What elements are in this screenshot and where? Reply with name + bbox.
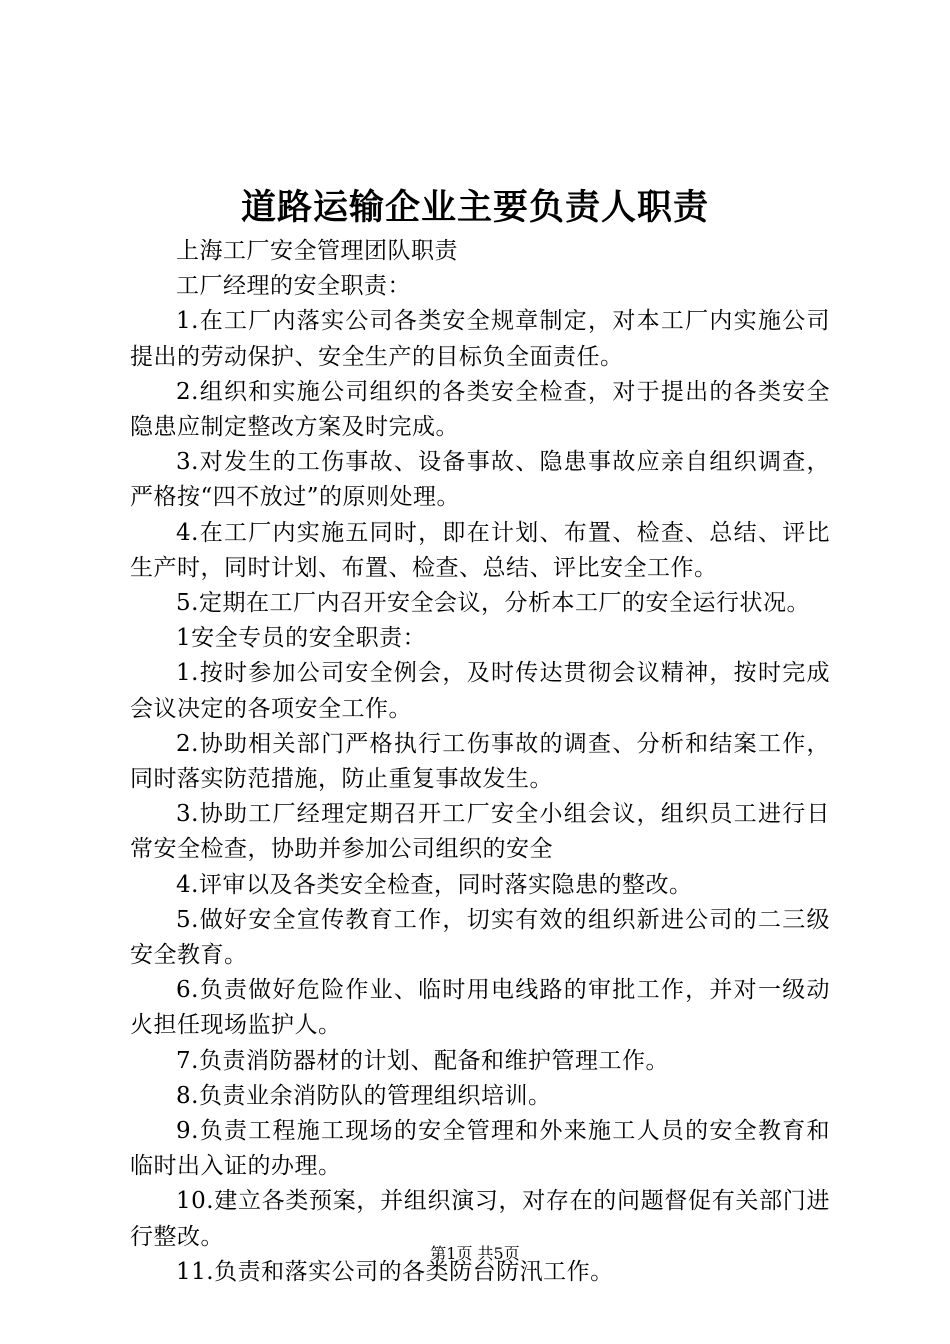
- paragraph: 上海工厂安全管理团队职责: [176, 238, 458, 264]
- paragraph: 4.评审以及各类安全检查，同时落实隐患的整改。: [176, 871, 693, 898]
- paragraph: 6.负责做好危险作业、临时用电线路的审批工作，并对一级动火担任现场监护人。: [130, 977, 830, 1039]
- paragraph: 2.组织和实施公司组织的各类安全检查，对于提出的各类安全隐患应制定整改方案及时完成。: [130, 378, 830, 441]
- paragraph: 4.在工厂内实施五同时，即在计划、布置、检查、总结、评比生产时，同时计划、布置、检查、总结、评比安全工作。: [130, 519, 830, 581]
- paragraph: 1安全专员的安全职责：: [176, 625, 427, 652]
- paragraph: 5.做好安全宣传教育工作，切实有效的组织新进公司的二三级安全教育。: [130, 906, 830, 969]
- paragraph: 10.建立各类预案，并组织演习，对存在的问题督促有关部门进行整改。: [130, 1188, 830, 1250]
- paragraph: 工厂经理的安全职责：: [176, 273, 411, 300]
- page-number-footer: 第1页 共5页: [430, 1244, 520, 1263]
- paragraph: 3.对发生的工伤事故、设备事故、隐患事故应亲自组织调查，严格按“四不放过”的原则处理。: [130, 449, 830, 511]
- document-body: [130, 234, 830, 1290]
- paragraph: 7.负责消防器材的计划、配备和维护管理工作。: [176, 1047, 669, 1074]
- document-title: 道路运输企业主要负责人职责: [240, 188, 709, 228]
- paragraph: 1.在工厂内落实公司各类安全规章制定，对本工厂内实施公司提出的劳动保护、安全生产的目标负全面责任。: [130, 308, 830, 370]
- paragraph: 3.协助工厂经理定期召开工厂安全小组会议，组织员工进行日常安全检查，协助并参加公司组织的安全: [130, 801, 830, 863]
- paragraph: 5.定期在工厂内召开安全会议，分析本工厂的安全运行状况。: [176, 590, 810, 617]
- paragraph: 2.协助相关部门严格执行工伤事故的调查、分析和结案工作，同时落实防范措施，防止重复事故发生。: [130, 730, 830, 793]
- paragraph: 9.负责工程施工现场的安全管理和外来施工人员的安全教育和临时出入证的办理。: [130, 1118, 830, 1180]
- paragraph: 1.按时参加公司安全例会，及时传达贯彻会议精神，按时完成会议决定的各项安全工作。: [130, 660, 830, 722]
- paragraph: 11.负责和落实公司的各类防台防汛工作。: [176, 1258, 614, 1285]
- paragraph: 8.负责业余消防队的管理组织培训。: [176, 1082, 552, 1109]
